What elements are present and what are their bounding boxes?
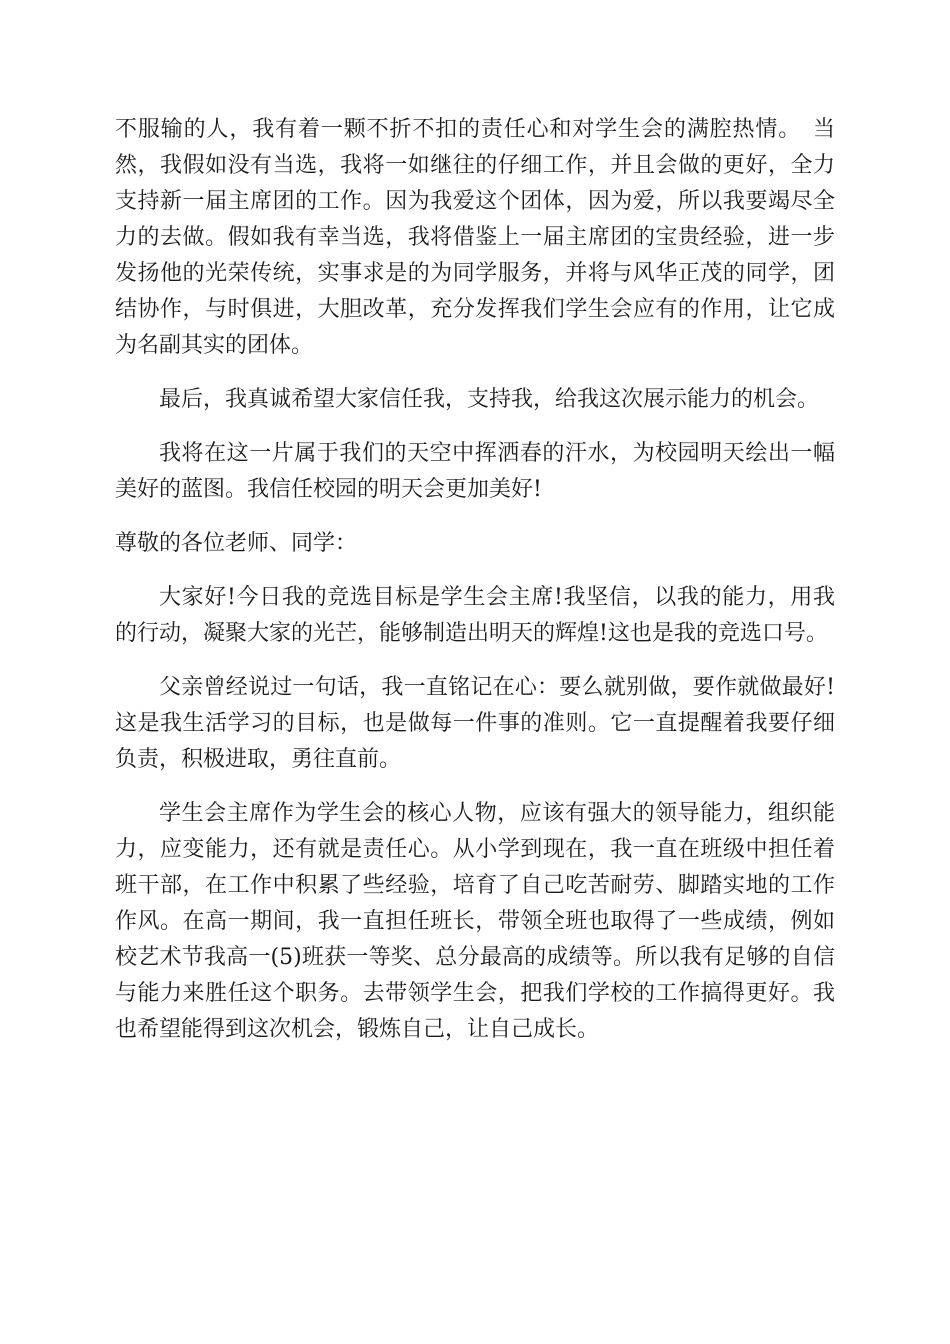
paragraph-6: 父亲曾经说过一句话，我一直铭记在心：要么就别做，要作就做最好!这是我生活学习的目标，也是做每一件事的准则。它一直提醒着我要仔细负责，积极进取，勇往直前。 <box>115 675 835 772</box>
paragraph-1: 不服输的人，我有着一颗不折不扣的责任心和对学生会的满腔热情。 当然，我假如没有当选，我将一如继往的仔细工作，并且会做的更好，全力支持新一届主席团的工作。因为我爱这个团体，因为爱，所以我要竭尽全力的去做。假如我有幸当选，我将借鉴上一届主席团的宝贵经验，进一步发扬他的光荣传统，实事求是的为同学服务，并将与风华正茂的同学，团结协作，与时俱进，大胆改革，充分发挥我们学生会应有的作用，让它成为名副其实的团体。 <box>115 117 835 358</box>
paragraph-2: 最后，我真诚希望大家信任我，支持我，给我这次展示能力的机会。 <box>159 387 820 412</box>
paragraph-7: 学生会主席作为学生会的核心人物，应该有强大的领导能力，组织能力，应变能力，还有就是责任心。从小学到现在，我一直在班级中担任着班干部，在工作中积累了些经验，培育了自己吃苦耐劳、脚踏实地的工作作风。在高一期间，我一直担任班长，带领全班也取得了一些成绩，例如校艺术节我高一(5)班获一等奖、总分最高的成绩等。所以我有足够的自信与能力来胜任这个职务。去带领学生会，把我们学校的工作搞得更好。我也希望能得到这次机会，锻炼自己，让自己成长。 <box>115 801 835 1042</box>
document-body <box>115 112 835 1066</box>
paragraph-3: 我将在这一片属于我们的天空中挥洒春的汗水，为校园明天绘出一幅美好的蓝图。我信任校园的明天会更加美好! <box>115 441 835 502</box>
salutation: 尊敬的各位老师、同学： <box>115 531 358 556</box>
paragraph-5: 大家好!今日我的竞选目标是学生会主席!我坚信，以我的能力，用我的行动，凝聚大家的光芒，能够制造出明天的辉煌!这也是我的竞选口号。 <box>115 585 835 646</box>
